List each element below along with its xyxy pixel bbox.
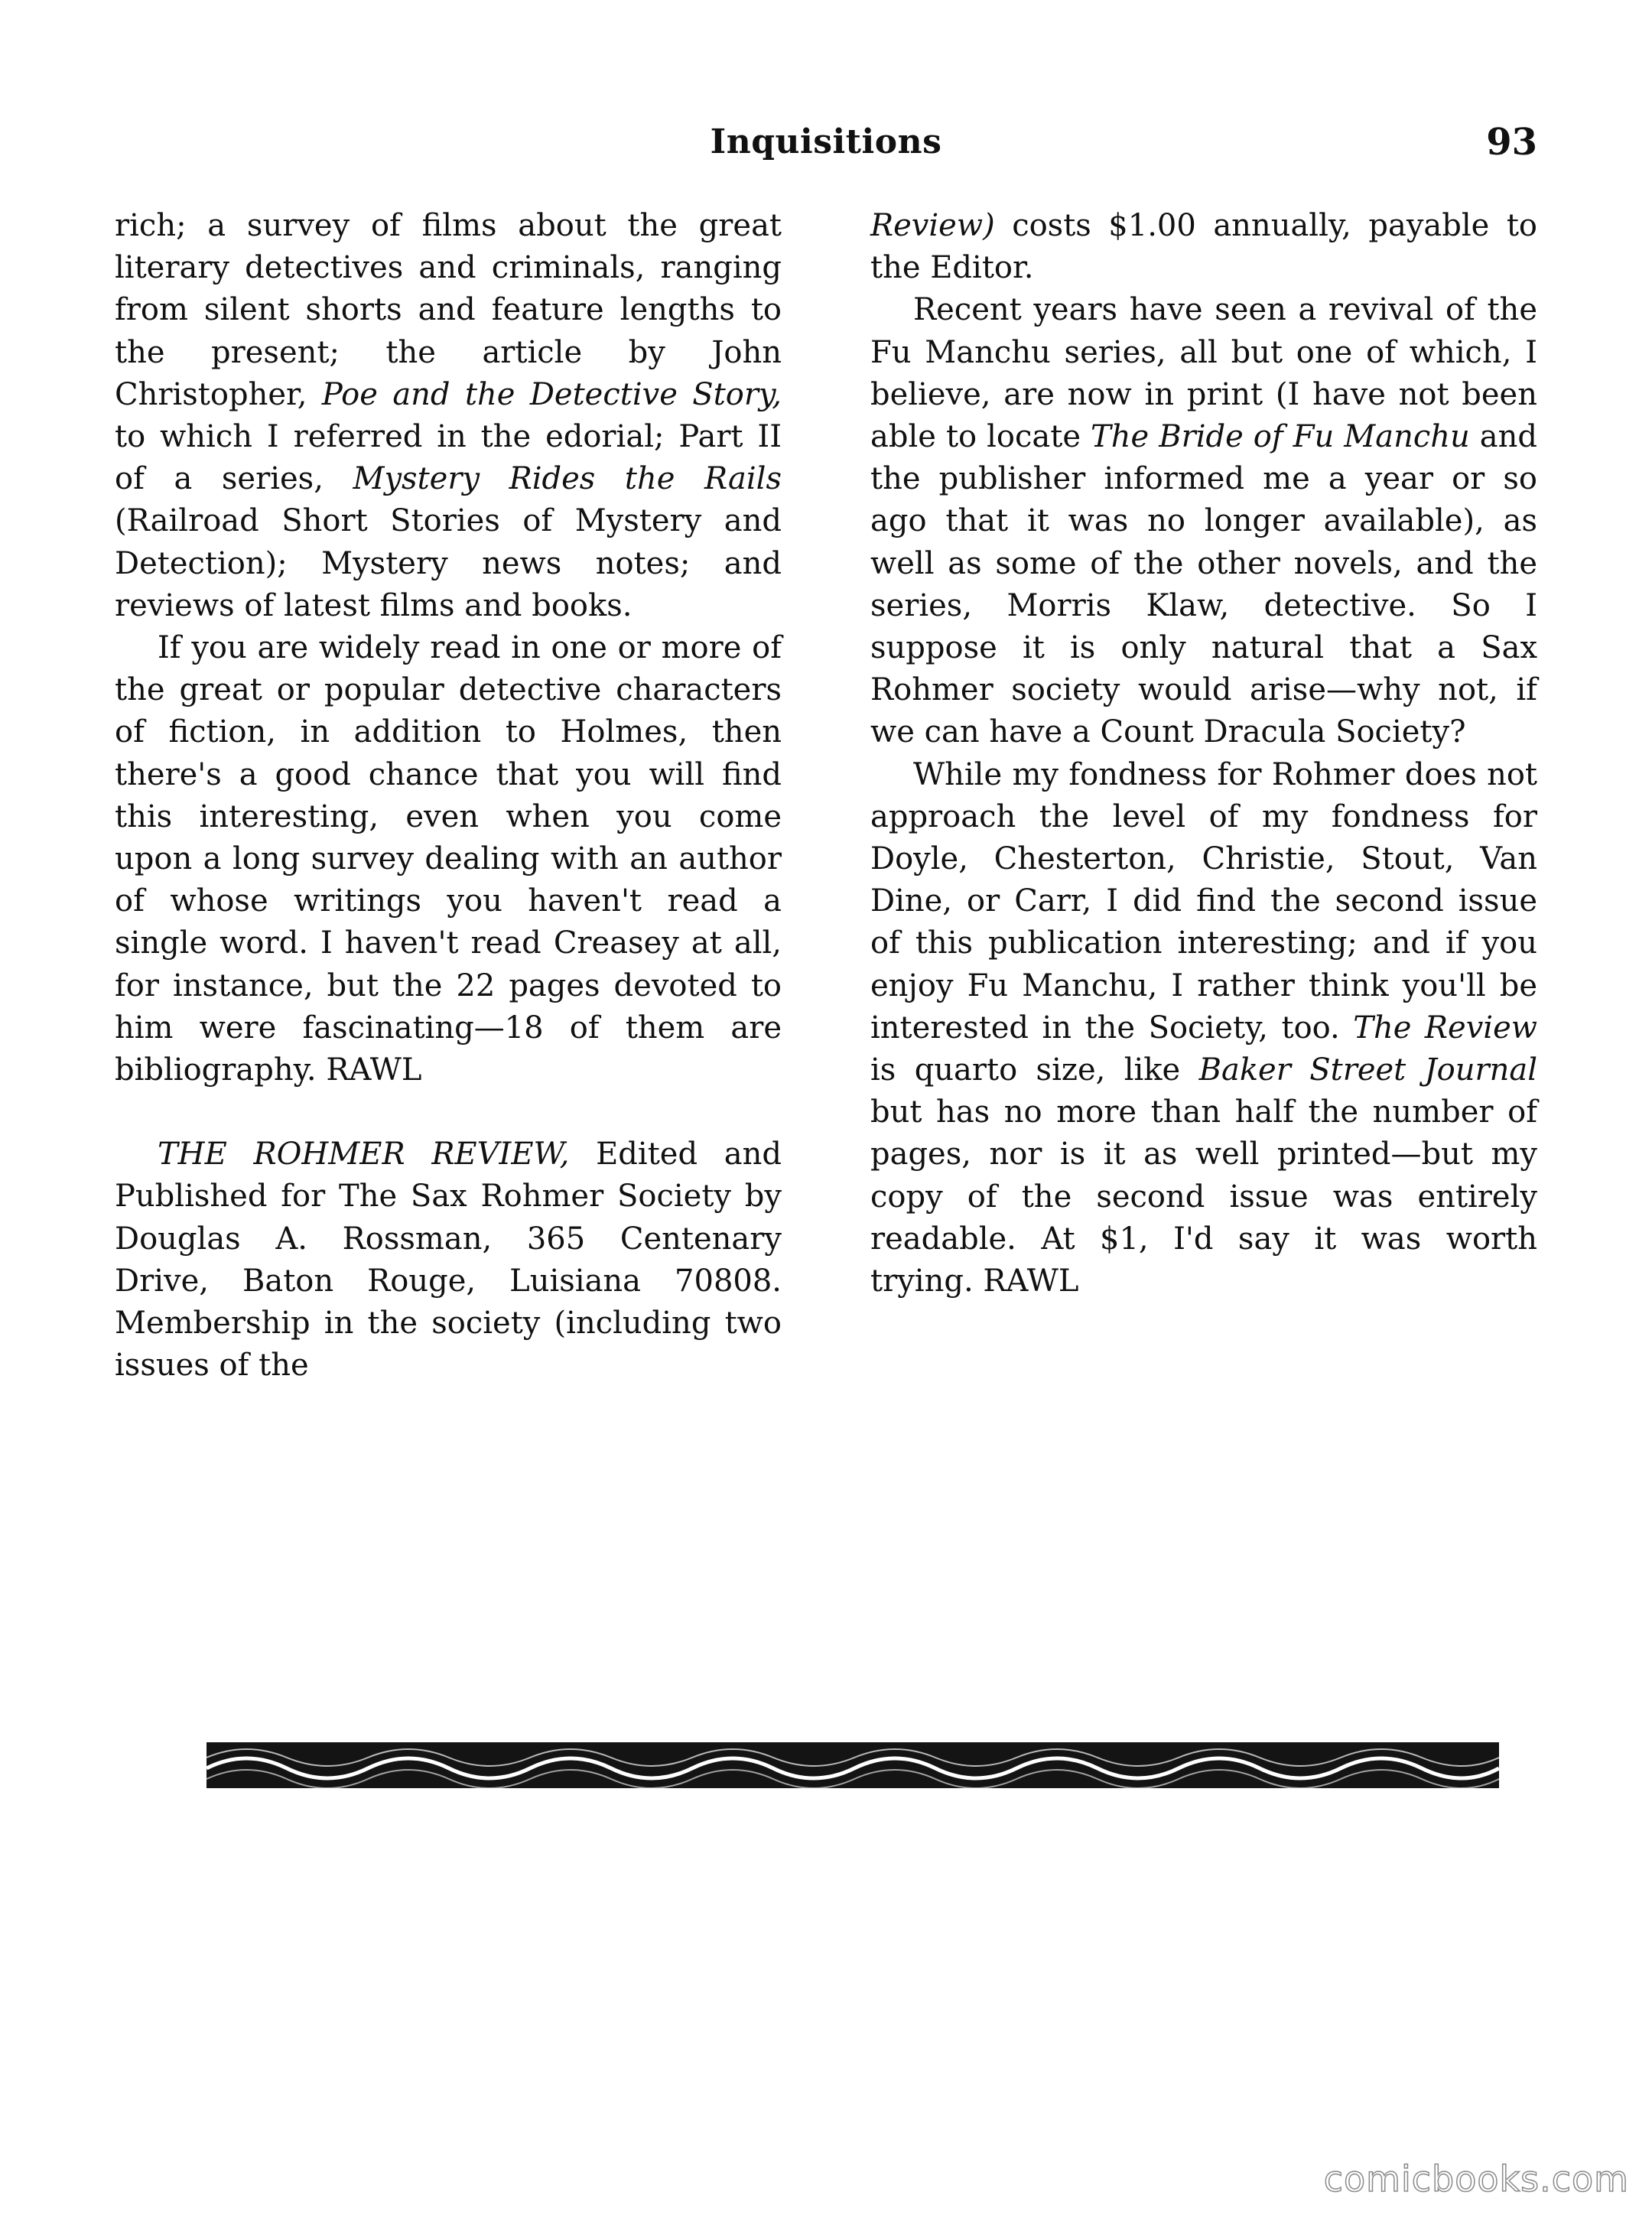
text-run: While my fondness for Rohmer does not approach the level of my fondness for Doyle, Chesterton, Christie, Stout, Van Dine, or Carr, I did find the second issue of this publication interesting; and if you enjoy Fu Manchu, I rather think you'll be interested in the Society, too. [870, 756, 1537, 1046]
publication-title-the-review: The Review [1353, 1010, 1537, 1046]
left-paragraph-2: If you are widely read in one or more of the great or popular detective characters of fiction, in addition to Holmes, then there's a good chance that you will find this interesting, even when you come upon a long survey dealing with an author of whose writings you haven't read a single word. I haven't read Creasey at all, for instance, but the 22 pages devoted to him were fascinating—18 of them are bibliography. RAWL [115, 630, 782, 1088]
wavy-ornament-divider [206, 1738, 1499, 1793]
article-title-mystery-rails: Mystery Rides the Rails [353, 461, 782, 497]
right-column [870, 205, 1537, 1303]
text-run: rich; a survey of films about the great literary detectives and criminals, ranging from silent shorts and feature lengths to the present; the article by John Christopher, [115, 208, 782, 412]
text-run: to which I referred in the edorial; Part II of a series, [115, 419, 782, 497]
watermark-text: comicbooks.com [1323, 2158, 1629, 2200]
book-title-bride-of-fu-manchu: The Bride of Fu Manchu [1091, 419, 1470, 455]
right-paragraph-1 [870, 205, 1537, 289]
left-column [115, 205, 782, 1387]
text-run: costs $1.00 annually, payable to the Editor. [870, 208, 1537, 286]
publication-title-baker-street-journal: Baker Street Journal [1198, 1052, 1538, 1088]
publication-title-rohmer-review: THE ROHMER REVIEW, [158, 1137, 570, 1172]
left-paragraph-3 [115, 1133, 782, 1387]
text-run: and the publisher informed me a year or so ago that it was no longer available), as well as some of the other novels, and the series, Morris Klaw, detective. So I suppose it is only natural that a Sax Rohmer society would arise—why not, if we can have a Count Dracula Society? [870, 419, 1538, 750]
text-run: Edited and Published for The Sax Rohmer Society by Douglas A. Rossman, 365 Centenary Drive, Baton Rouge, Luisiana 70808. Membership in the society (including two issues of the [115, 1137, 782, 1384]
right-paragraph-2 [870, 289, 1537, 753]
left-paragraph-1 [115, 205, 782, 627]
text-run: is quarto size, like [870, 1052, 1199, 1088]
article-title-poe: Poe and the Detective Story, [321, 376, 782, 412]
running-header-title: Inquisitions [710, 122, 942, 161]
text-run: (Railroad Short Stories of Mystery and Detection); Mystery news notes; and reviews of latest films and books. [115, 503, 782, 623]
text-run: but has no more than half the number of pages, nor is it as well printed—but my copy of the second issue was entirely readable. At $1, I'd say it was worth trying. RAWL [870, 1094, 1537, 1299]
text-run: Recent years have seen a revival of the Fu Manchu series, all but one of which, I believe, are now in print (I have not been able to locate [870, 292, 1537, 455]
right-paragraph-3 [870, 754, 1537, 1303]
publication-title-review: Review) [870, 208, 995, 243]
page-number: 93 [1486, 121, 1537, 164]
